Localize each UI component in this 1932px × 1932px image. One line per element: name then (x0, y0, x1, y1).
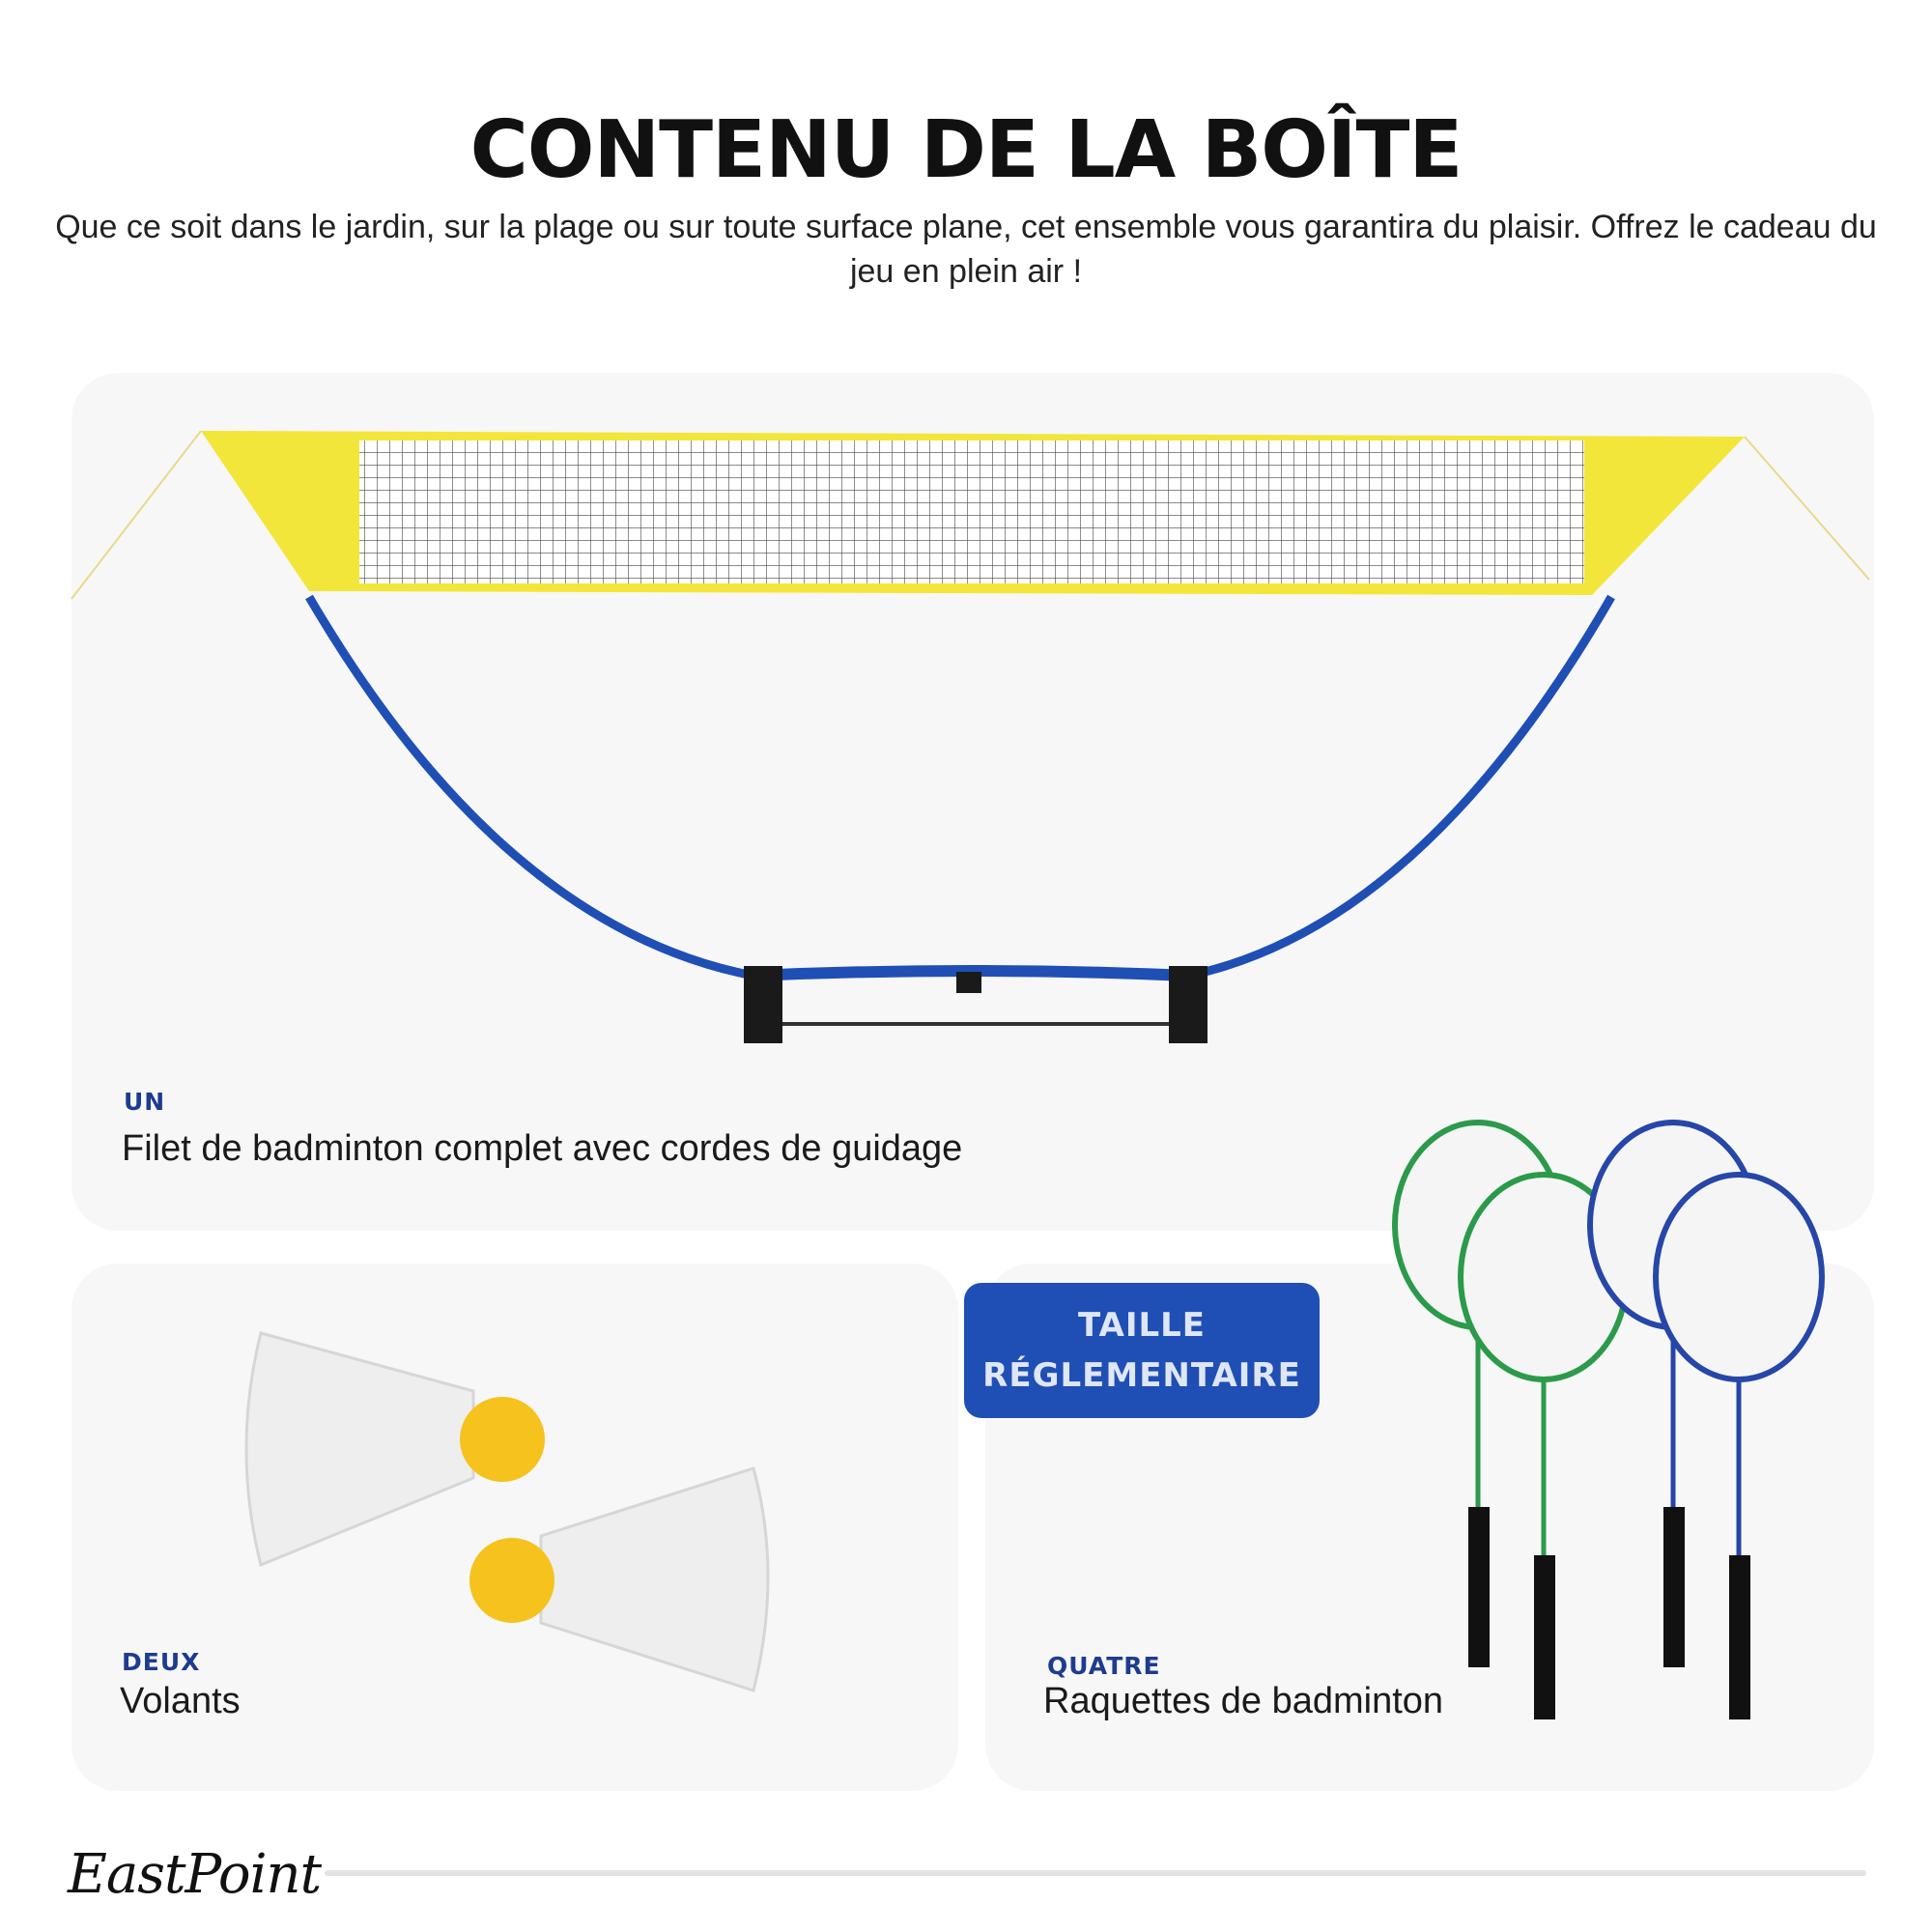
badge-line-2: RÉGLEMENTAIRE (982, 1356, 1301, 1395)
net-description: Filet de badminton complet avec cordes de guidage (122, 1128, 963, 1169)
footer-divider (325, 1870, 1866, 1876)
regulation-size-badge (964, 1283, 1320, 1418)
shuttlecock-description: Volants (120, 1681, 241, 1721)
shuttlecock-count: DEUX (122, 1648, 201, 1676)
page-subtitle: Que ce soit dans le jardin, sur la plage ou sur toute surface plane, cet ensemble vous garantira du plaisir. Offrez le cadeau du jeu en plein air ! (55, 209, 1877, 290)
eastpoint-logo: EastPoint (68, 1843, 322, 1906)
racket-count: QUATRE (1047, 1652, 1161, 1680)
badge-line-1: TAILLE (1077, 1306, 1207, 1345)
net-count: UN (124, 1088, 166, 1116)
racket-description: Raquettes de badminton (1043, 1681, 1444, 1721)
page-title: CONTENU DE LA BOÎTE (469, 104, 1463, 196)
